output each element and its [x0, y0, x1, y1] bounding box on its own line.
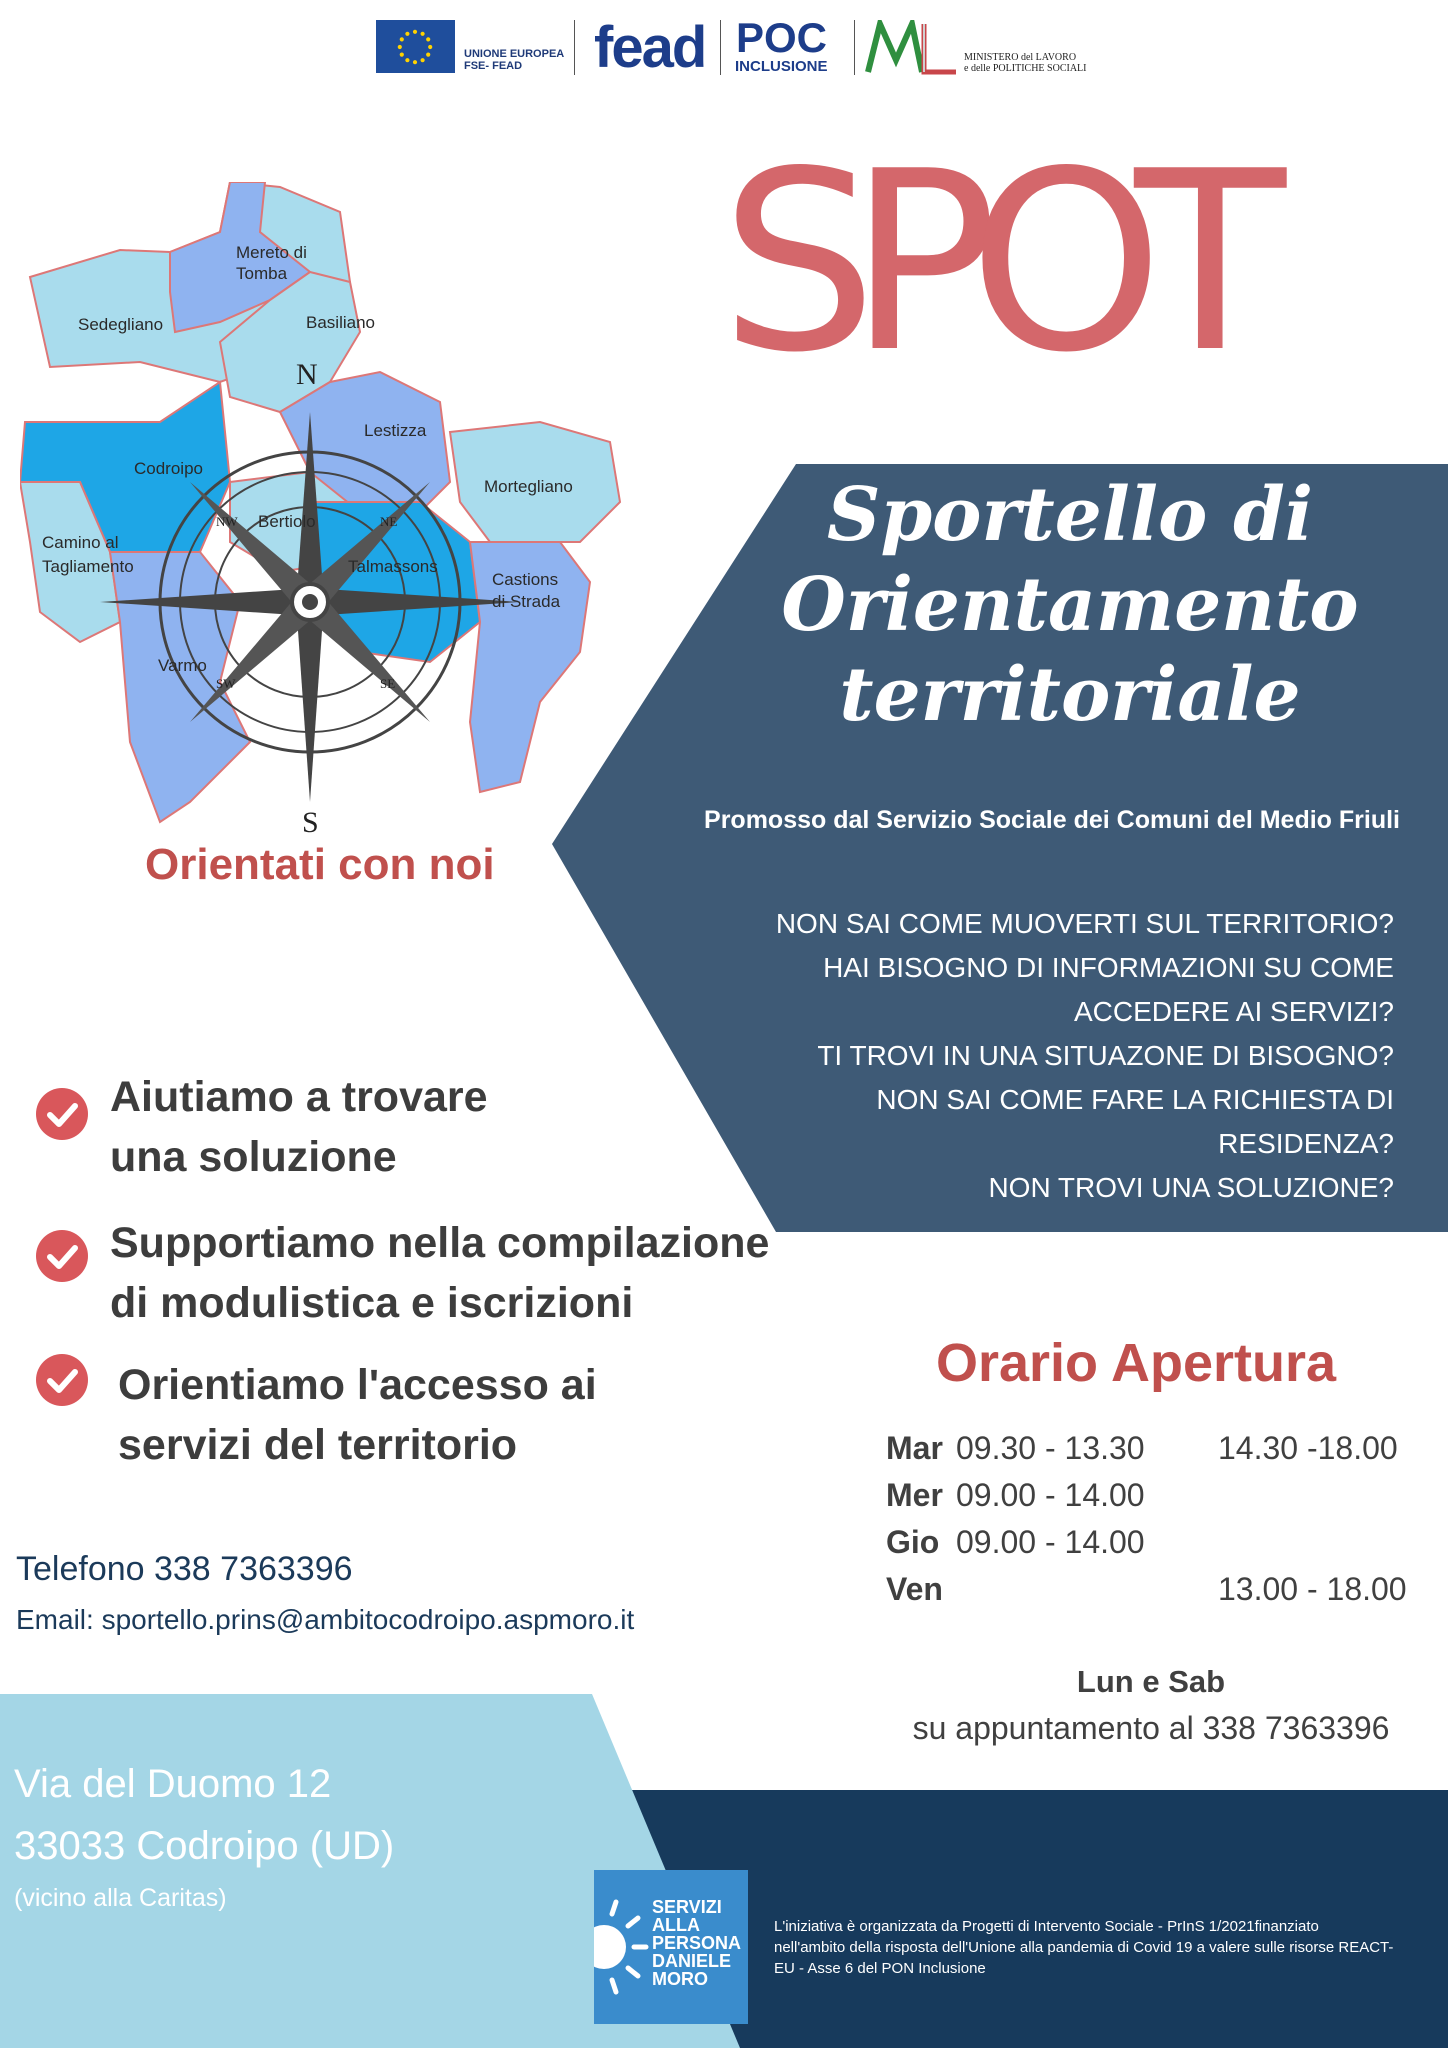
hours-morning: 09.30 - 13.30 [956, 1430, 1145, 1466]
svg-text:SPOT: SPOT [720, 130, 1320, 390]
ministry-text: MINISTERO del LAVORO e delle POLITICHE SOCIALI [964, 52, 1087, 74]
question-line: NON SAI COME FARE LA RICHIESTA DI [876, 1084, 1394, 1115]
svg-text:Talmassons: Talmassons [348, 557, 438, 576]
hours-row [886, 1430, 1426, 1474]
svg-text:Bertiolo: Bertiolo [258, 512, 316, 531]
svg-text:SW: SW [216, 676, 236, 691]
hours-day: Mar [886, 1430, 943, 1466]
hours-row [886, 1524, 1426, 1568]
phone[interactable]: Telefono 338 7363396 [16, 1550, 353, 1588]
subtitle-line: Sportello di [827, 472, 1313, 558]
hours-day: Gio [886, 1524, 940, 1560]
svg-text:Tagliamento: Tagliamento [42, 557, 134, 576]
svg-text:SE: SE [380, 676, 396, 691]
divider [854, 20, 855, 75]
svg-text:Tomba: Tomba [236, 264, 288, 283]
service-line: Orientiamo l'accesso ai [118, 1361, 597, 1409]
svg-text:Basiliano: Basiliano [306, 313, 375, 332]
subtitle-line: territoriale [839, 652, 1301, 738]
divider [574, 20, 575, 75]
address-note: (vicino alla Caritas) [14, 1884, 227, 1912]
address-line: Via del Duomo 12 [14, 1762, 332, 1806]
divider [720, 20, 721, 75]
service-line: servizi del territorio [118, 1421, 518, 1469]
svg-text:NE: NE [380, 514, 398, 529]
hours-row [886, 1477, 1426, 1521]
svg-text:N: N [296, 358, 318, 391]
svg-text:NW: NW [216, 514, 238, 529]
hours-afternoon: 13.00 - 18.00 [1218, 1571, 1407, 1607]
question-line: HAI BISOGNO DI INFORMAZIONI SU COME [823, 952, 1394, 983]
svg-text:Castions: Castions [492, 570, 559, 589]
service-line: una soluzione [110, 1133, 397, 1181]
hours-morning: 09.00 - 14.00 [956, 1524, 1145, 1560]
question-line: RESIDENZA? [1218, 1128, 1394, 1159]
subtitle [760, 470, 1380, 740]
svg-text:Varmo: Varmo [158, 656, 207, 675]
servizi-persona-text: SERVIZI ALLA PERSONA DANIELE MORO [652, 1897, 742, 1989]
spot-title [700, 130, 1340, 390]
svg-text:Mereto di: Mereto di [236, 243, 307, 262]
service-line: di modulistica e iscrizioni [110, 1279, 634, 1327]
fead-logo: fead [594, 15, 706, 80]
question-line: TI TROVI IN UNA SITUAZONE DI BISOGNO? [817, 1040, 1394, 1071]
tagline: Orientati con noi [145, 840, 495, 889]
hours-afternoon: 14.30 -18.00 [1218, 1430, 1398, 1466]
address-line: 33033 Codroipo (UD) [14, 1824, 395, 1868]
servizi-persona-logo [594, 1870, 748, 2024]
svg-text:Lestizza: Lestizza [364, 421, 427, 440]
eu-flag-icon [376, 20, 455, 73]
email[interactable]: Email: sportello.prins@ambitocodroipo.aspmoro.it [16, 1604, 635, 1635]
poc-logo: POC [736, 14, 828, 61]
closed-days: Lun e Sab [1076, 1664, 1226, 1699]
hours-morning: 09.00 - 14.00 [956, 1477, 1145, 1513]
check-icon [36, 1230, 88, 1282]
subtitle-line: Orientamento [781, 562, 1359, 648]
territory-map [20, 182, 630, 842]
svg-text:di Strada: di Strada [492, 592, 561, 611]
questions-list [640, 902, 1394, 1210]
ministry-logo [864, 20, 956, 75]
hours-title: Orario Apertura [935, 1333, 1337, 1393]
hours-day: Ven [886, 1571, 943, 1607]
logos-bar [376, 14, 1116, 80]
initiative-text: L'iniziativa è organizzata da Progetti di Intervento Sociale - PrInS 1/2021finanziato nell'ambito della risposta dell'Unione alla pandemia di Covid 19 a valere sulle risorse REACT-EU - Asse 6 del PON Inclusione [774, 1918, 1394, 1977]
promo-text: Promosso dal Servizio Sociale dei Comuni del Medio Friuli [704, 806, 1400, 834]
service-line: Aiutiamo a trovare [110, 1073, 488, 1121]
svg-text:S: S [302, 806, 319, 839]
svg-text:Mortegliano: Mortegliano [484, 477, 573, 496]
question-line: ACCEDERE AI SERVIZI? [1073, 996, 1394, 1027]
check-icon [36, 1088, 88, 1140]
appointment-note: su appuntamento al 338 7363396 [912, 1710, 1390, 1746]
hours-row [886, 1571, 1426, 1615]
check-icon [36, 1354, 88, 1406]
question-line: NON SAI COME MUOVERTI SUL TERRITORIO? [775, 908, 1394, 939]
svg-text:Camino al: Camino al [42, 533, 119, 552]
sun-logo-icon [594, 1870, 654, 2024]
eu-text: UNIONE EUROPEA FSE- FEAD [464, 48, 565, 72]
svg-text:Codroipo: Codroipo [134, 459, 203, 478]
hours-day: Mer [886, 1477, 943, 1513]
service-line: Supportiamo nella compilazione [110, 1219, 770, 1267]
poc-sub-label: INCLUSIONE [735, 58, 828, 75]
svg-text:Sedegliano: Sedegliano [78, 315, 164, 334]
question-line: NON TROVI UNA SOLUZIONE? [988, 1172, 1394, 1203]
